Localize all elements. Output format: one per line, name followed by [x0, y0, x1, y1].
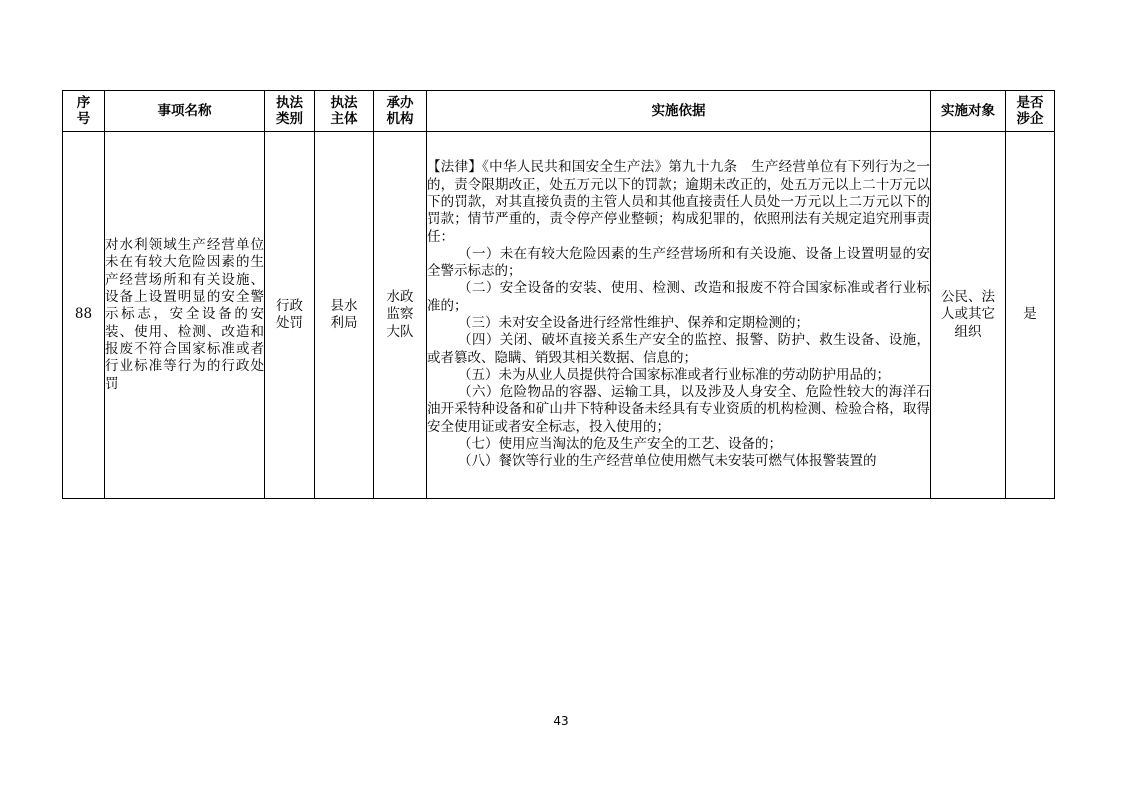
cell-agency: 水政监察大队: [374, 132, 427, 499]
header-seq: 序号: [63, 91, 105, 132]
header-name: 事项名称: [105, 91, 265, 132]
header-enterprise: 是否涉企: [1006, 91, 1055, 132]
header-subject: 执法主体: [315, 91, 374, 132]
header-agency: 承办机构: [374, 91, 427, 132]
enforcement-table: [62, 90, 1055, 499]
cell-category: 行政处罚: [265, 132, 315, 499]
basis-clause-1: （一）未在有较大危险因素的生产经营场所和有关设施、设备上设置明显的安全警示标志的；: [427, 245, 930, 280]
basis-clause-7: （七）使用应当淘汰的危及生产安全的工艺、设备的；: [458, 436, 783, 453]
cell-item-name: 对水利领域生产经营单位未在有较大危险因素的生产经营场所和有关设施、设备上设置明显的安全警示标志，安全设备的安装、使用、检测、改造和报废不符合国家标准或者行业标准等行为的行政处罚: [105, 132, 265, 499]
table-row: [63, 132, 1055, 499]
basis-paragraph-intro: 【法律】《中华人民共和国安全生产法》第九十九条 生产经营单位有下列行为之一的，责令限期改正，处五万元以下的罚款；逾期未改正的，处五万元以上二十万元以下的罚款，对其直接负责的主管人员和其他直接责任人员处一万元以上二万元以下的罚款；情节严重的，责令停产停业整顿；构成犯罪的，依照刑法有关规定追究刑事责任：: [427, 159, 930, 245]
basis-clause-8: （八）餐饮等行业的生产经营单位使用燃气未安装可燃气体报警装置的: [458, 453, 877, 470]
header-category: 执法类别: [265, 91, 315, 132]
basis-clause-2: （二）安全设备的安装、使用、检测、改造和报废不符合国家标准或者行业标准的；: [427, 280, 930, 314]
header-basis: 实施依据: [427, 91, 931, 132]
basis-clause-6: （六）危险物品的容器、运输工具，以及涉及人身安全、危险性较大的海洋石油开采特种设备和矿山井下特种设备未经具有专业资质的机构检测、检验合格，取得安全使用证或者安全标志，投入使用的；: [427, 384, 930, 435]
cell-basis: [427, 132, 931, 499]
basis-clause-3: （三）未对安全设备进行经常性维护、保养和定期检测的；: [458, 315, 810, 331]
cell-subject: 县水利局: [315, 132, 374, 499]
cell-target: 公民、法人或其它组织: [931, 132, 1006, 499]
basis-clause-4: （四）关闭、破坏直接关系生产安全的监控、报警、防护、救生设备、设施，或者篡改、隐瞒、销毁其相关数据、信息的；: [427, 332, 930, 366]
cell-seq: 88: [63, 132, 105, 499]
basis-clause-5: （五）未为从业人员提供符合国家标准或者行业标准的劳动防护用品的；: [458, 366, 891, 383]
header-target: 实施对象: [931, 91, 1006, 132]
cell-enterprise: 是: [1006, 132, 1055, 499]
table-header-row: [63, 91, 1055, 132]
page-number: 43: [553, 714, 569, 728]
